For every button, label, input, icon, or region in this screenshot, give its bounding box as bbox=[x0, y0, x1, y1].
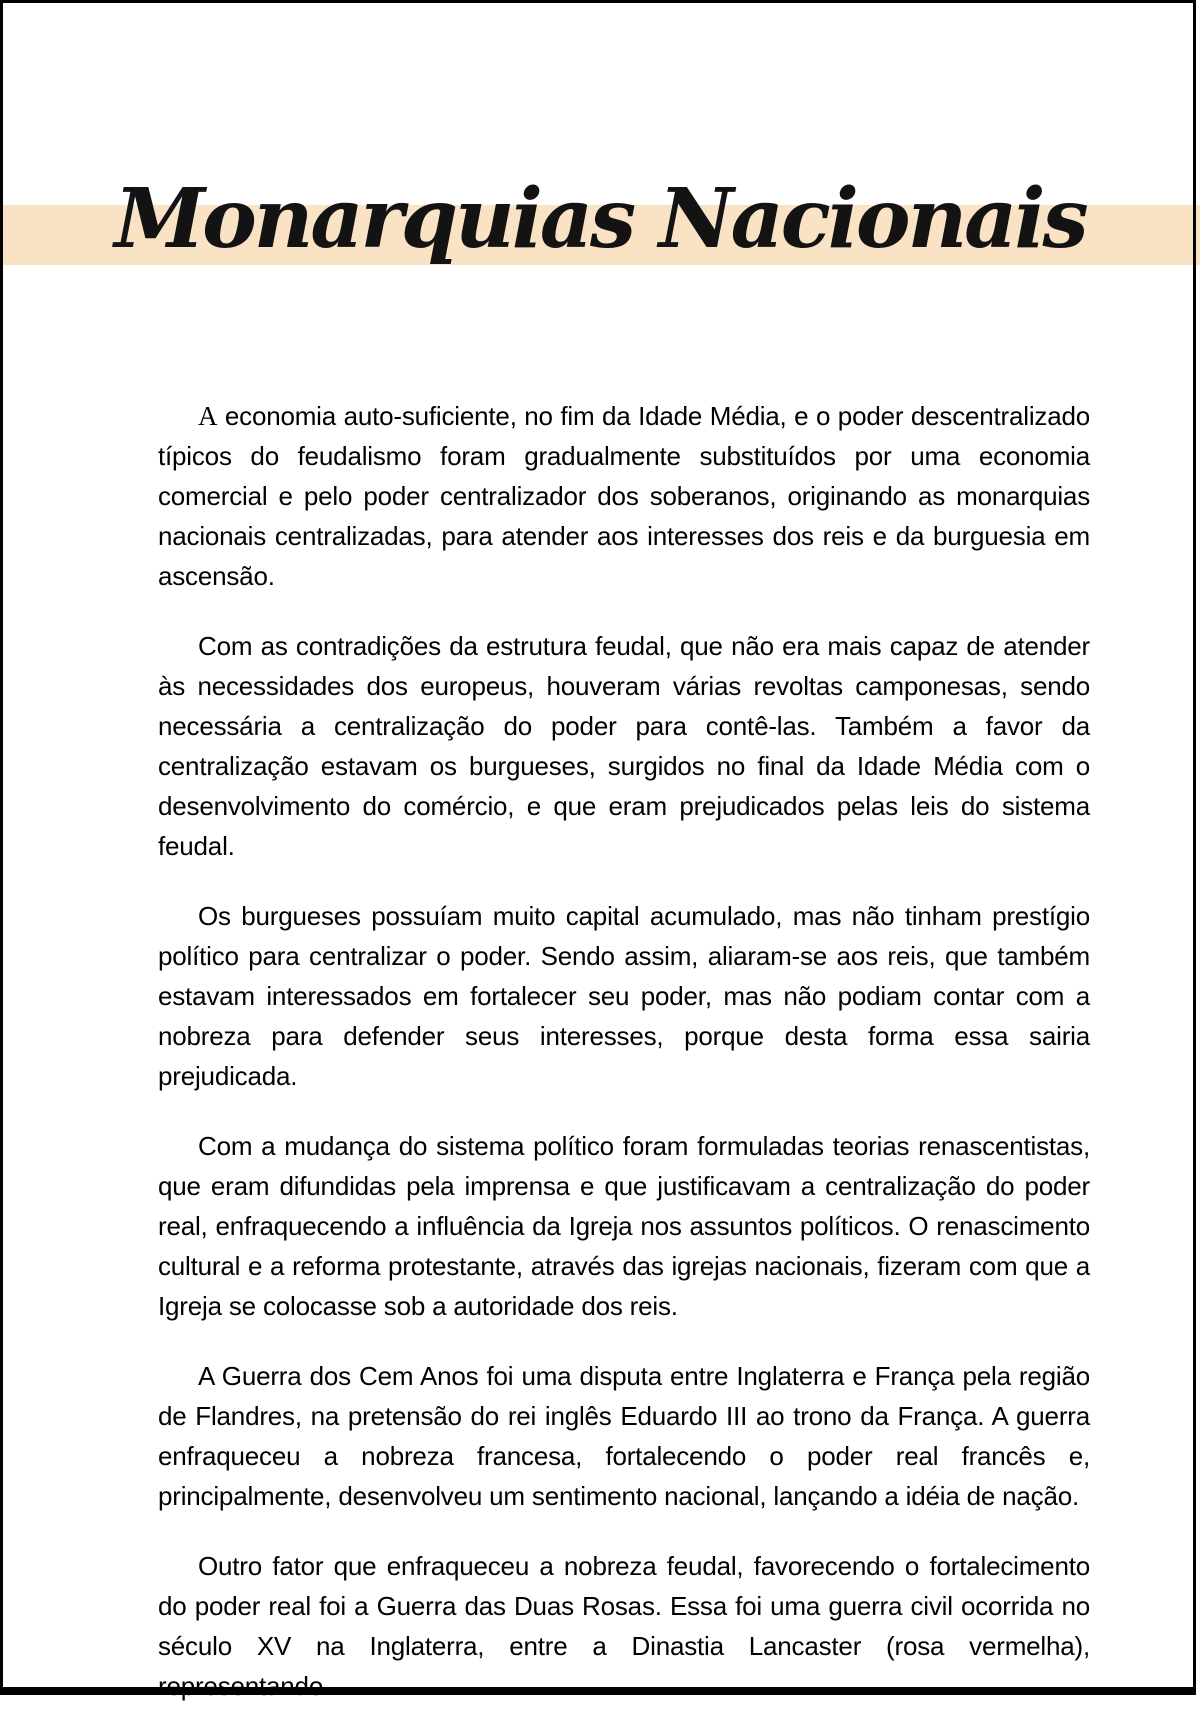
paragraph-text: economia auto-suficiente, no fim da Idade Média, e o poder descentralizado típicos do feudalismo foram gradualmente substituídos por uma economia comercial e pelo poder centralizador dos soberanos, originando as monarquias nacionais centralizadas, para atender aos interesses dos reis e da burguesia em ascensão. bbox=[158, 401, 1090, 591]
paragraph-text: Os burgueses possuíam muito capital acumulado, mas não tinham prestígio político para centralizar o poder. Sendo assim, aliaram-se aos reis, que também estavam interessados em fortalecer seu poder, mas não podiam contar com a nobreza para defender seus interesses, porque desta forma essa sairia prejudicada. bbox=[158, 901, 1090, 1091]
paragraph bbox=[158, 626, 1090, 866]
paragraph bbox=[158, 896, 1090, 1096]
paragraph bbox=[158, 396, 1090, 596]
paragraph-lead: A bbox=[198, 401, 218, 431]
paragraph-text: A Guerra dos Cem Anos foi uma disputa entre Inglaterra e França pela região de Flandres, na pretensão do rei inglês Eduardo III ao trono da França. A guerra enfraqueceu a nobreza francesa, fortalecendo o poder real francês e, principalmente, desenvolveu um sentimento nacional, lançando a idéia de nação. bbox=[158, 1361, 1090, 1511]
paragraph-text: Com as contradições da estrutura feudal, que não era mais capaz de atender às necessidades dos europeus, houveram várias revoltas camponesas, sendo necessária a centralização do poder para contê-las. Também a favor da centralização estavam os burgueses, surgidos no final da Idade Média com o desenvolvimento do comércio, e que eram prejudicados pelas leis do sistema feudal. bbox=[158, 631, 1090, 861]
page-title: Monarquias Nacionais bbox=[114, 171, 1086, 267]
paragraph bbox=[158, 1356, 1090, 1516]
paragraph-text: Outro fator que enfraqueceu a nobreza feudal, favorecendo o fortalecimento do poder real foi a Guerra das Duas Rosas. Essa foi uma guerra civil ocorrida no século XV na Inglaterra, entre a Dinastia Lancaster (rosa vermelha), representando bbox=[158, 1551, 1090, 1701]
paragraph bbox=[158, 1126, 1090, 1326]
paragraph-text: Com a mudança do sistema político foram formuladas teorias renascentistas, que eram difundidas pela imprensa e que justificavam a centralização do poder real, enfraquecendo a influência da Igreja nos assuntos políticos. O renascimento cultural e a reforma protestante, através das igrejas nacionais, fizeram com que a Igreja se colocasse sob a autoridade dos reis. bbox=[158, 1131, 1090, 1321]
body-text bbox=[158, 396, 1090, 1736]
paragraph bbox=[158, 1546, 1090, 1706]
